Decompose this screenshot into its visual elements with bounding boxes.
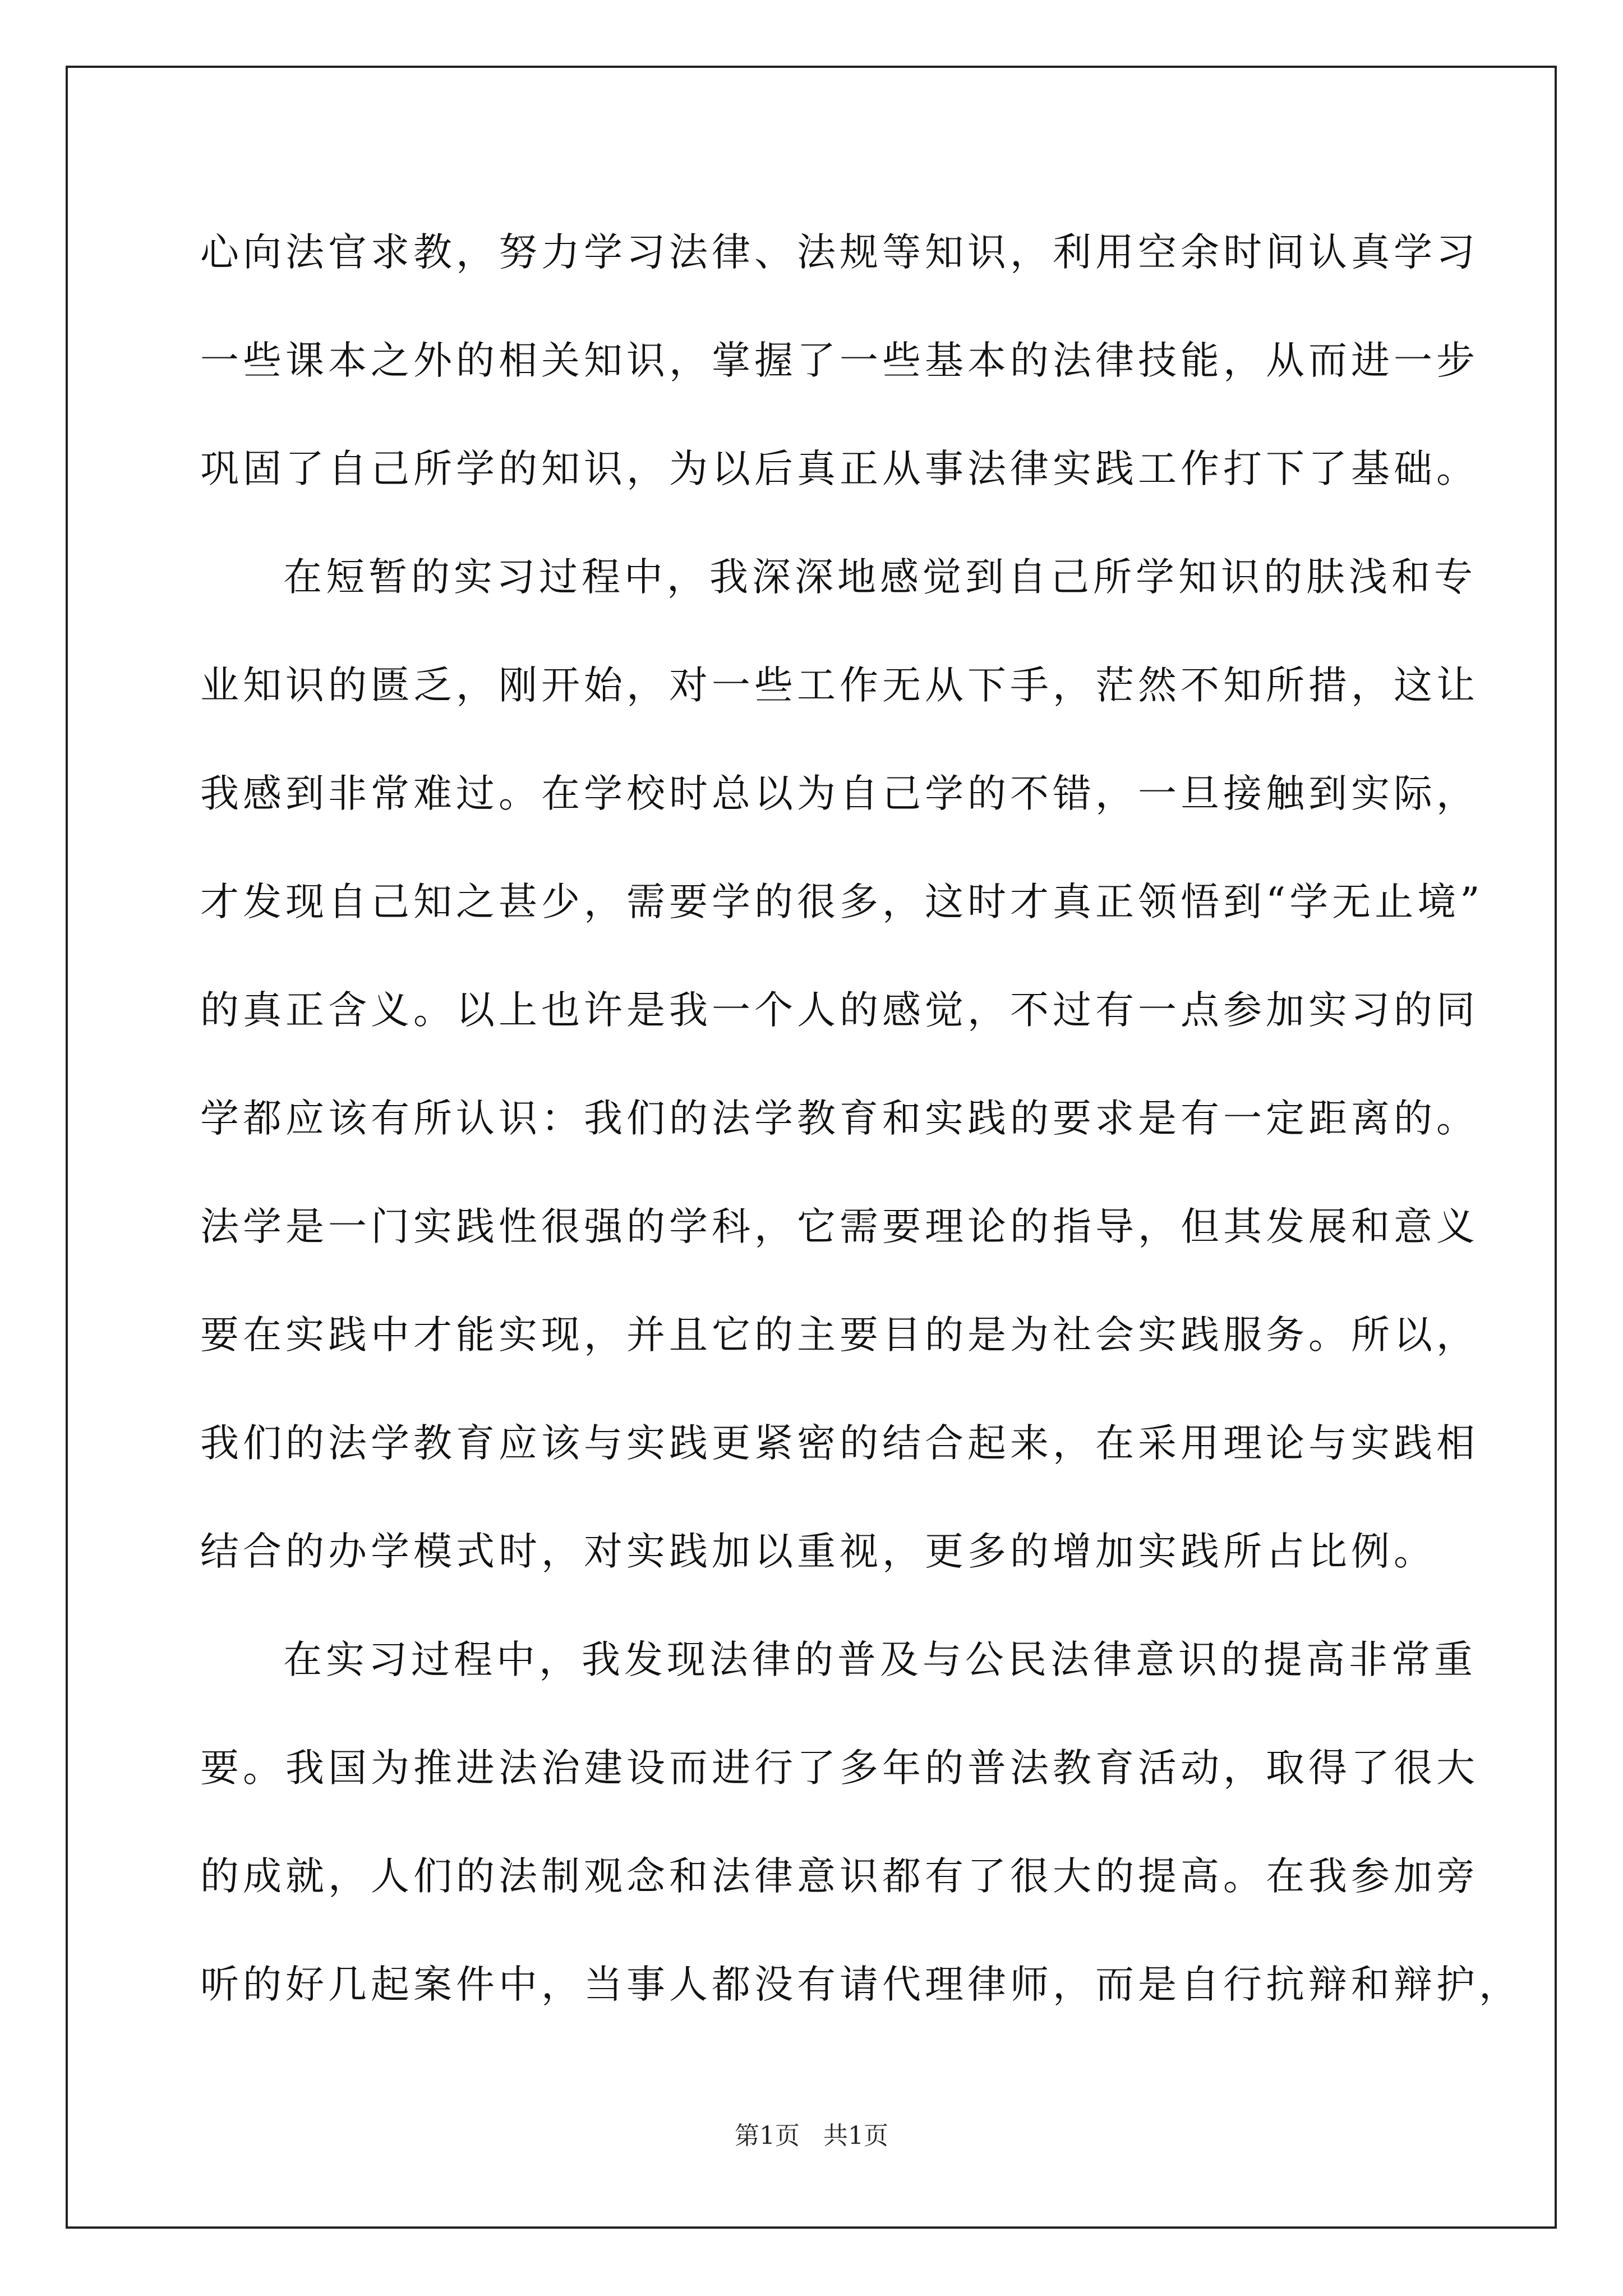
text-line: 一些课本之外的相关知识，掌握了一些基本的法律技能，从而进一步 bbox=[200, 338, 1479, 383]
text-line: 巩固了自己所学的知识，为以后真正从事法律实践工作打下了基础。 bbox=[200, 447, 1479, 491]
text-line: 才发现自己知之甚少，需要学的很多，这时才真正领悟到“学无止境” bbox=[200, 880, 1484, 924]
text-line: 学都应该有所认识：我们的法学教育和实践的要求是有一定距离的。 bbox=[200, 1096, 1479, 1141]
text-line: 听的好几起案件中，当事人都没有请代理律师，而是自行抗辩和辩护， bbox=[200, 1962, 1521, 2007]
text-line: 业知识的匮乏，刚开始，对一些工作无从下手，茫然不知所措，这让 bbox=[200, 663, 1479, 708]
paragraph-first-line: 在短暂的实习过程中，我深深地感觉到自己所学知识的肤浅和专 bbox=[283, 555, 1477, 600]
text-line: 心向法官求教，努力学习法律、法规等知识，利用空余时间认真学习 bbox=[200, 230, 1479, 275]
text-line: 要。我国为推进法治建设而进行了多年的普法教育活动，取得了很大 bbox=[200, 1746, 1479, 1791]
paragraph-first-line: 在实习过程中，我发现法律的普及与公民法律意识的提高非常重 bbox=[283, 1637, 1477, 1682]
text-line: 的真正含义。以上也许是我一个人的感觉，不过有一点参加实习的同 bbox=[200, 988, 1479, 1033]
text-line: 的成就，人们的法制观念和法律意识都有了很大的提高。在我参加旁 bbox=[200, 1854, 1479, 1899]
text-line: 我们的法学教育应该与实践更紧密的结合起来，在采用理论与实践相 bbox=[200, 1421, 1479, 1466]
page-number-footer: 第1页 共1页 bbox=[735, 2122, 888, 2150]
text-line: 结合的办学模式时，对实践加以重视，更多的增加实践所占比例。 bbox=[200, 1529, 1436, 1574]
text-line: 我感到非常难过。在学校时总以为自己学的不错，一旦接触到实际， bbox=[200, 771, 1479, 816]
text-line: 要在实践中才能实现，并且它的主要目的是为社会实践服务。所以， bbox=[200, 1313, 1479, 1358]
document-body bbox=[200, 208, 1521, 2048]
text-line: 法学是一门实践性很强的学科，它需要理论的指导，但其发展和意义 bbox=[200, 1204, 1479, 1249]
